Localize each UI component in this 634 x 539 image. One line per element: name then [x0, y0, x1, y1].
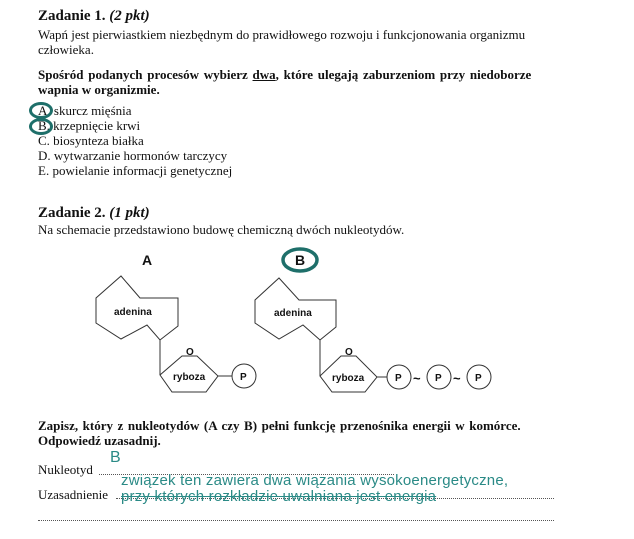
oxygen-a: O [186, 347, 194, 358]
adenine-label-b: adenina [274, 308, 312, 319]
ribose-label-b: ryboza [332, 373, 365, 384]
nucleotide-a [96, 252, 256, 392]
justification-line1: związek ten zawiera dwa wiązania wysokoenergetyczne, [121, 472, 509, 489]
task2-question-line2: Odpowiedź uzasadnij. [38, 433, 161, 448]
option-b[interactable]: B. krzepnięcie krwi [38, 118, 141, 133]
option-e[interactable]: E. powielanie informacji genetycznej [38, 163, 233, 178]
svg-text:P: P [435, 373, 442, 384]
answer-circle-a [29, 102, 53, 119]
oxygen-b: O [345, 347, 353, 358]
svg-text:~: ~ [453, 371, 461, 386]
svg-text:P: P [240, 372, 247, 383]
nucleotide-answer: B [110, 449, 121, 466]
justification-line2: przy których rozkładzie uwalniana jest energia [121, 488, 437, 505]
task2-points: (1 pkt) [109, 205, 150, 221]
svg-text:P: P [395, 373, 402, 384]
nucleotide-diagram [0, 240, 634, 405]
task1-options [38, 103, 232, 178]
svg-text:P: P [475, 373, 482, 384]
label-b: B [295, 252, 306, 268]
task2-title [38, 205, 150, 222]
ribose-label-a: ryboza [173, 372, 206, 383]
adenine-label-a: adenina [114, 307, 152, 318]
task2-intro: Na schemacie przedstawiono budowę chemiczną dwóch nukleotydów. [38, 222, 405, 237]
label-a: A [142, 252, 153, 268]
task1-number: Zadanie 1. [38, 8, 106, 24]
task1-title [38, 8, 150, 25]
task2-question-line1: Zapisz, który z nukleotydów (A czy B) pełni funkcję przenośnika energii w komórce. [38, 418, 521, 433]
extra-answer-line[interactable] [38, 520, 554, 521]
task1-intro-line2: człowieka. [38, 42, 94, 57]
task1-question: Spośród podanych procesów wybierz dwa, które ulegają zaburzeniom przy niedoborze [38, 67, 532, 82]
svg-text:~: ~ [413, 371, 421, 386]
task2-number: Zadanie 2. [38, 205, 106, 221]
nucleotide-b [255, 249, 491, 392]
justification-label: Uzasadnienie [38, 487, 109, 502]
answer-circle-b [29, 118, 53, 135]
option-d[interactable]: D. wytwarzanie hormonów tarczycy [38, 148, 228, 163]
option-c[interactable]: C. biosynteza białka [38, 133, 144, 148]
task1-question-line2: wapnia w organizmie. [38, 82, 160, 97]
nucleotide-label: Nukleotyd [38, 462, 93, 477]
emphasis-two: dwa [252, 67, 276, 82]
task1-intro-line1: Wapń jest pierwiastkiem niezbędnym do prawidłowego rozwoju i funkcjonowania organizmu [38, 27, 526, 42]
task1-points: (2 pkt) [109, 8, 150, 24]
option-a[interactable]: A. skurcz mięśnia [38, 103, 132, 118]
